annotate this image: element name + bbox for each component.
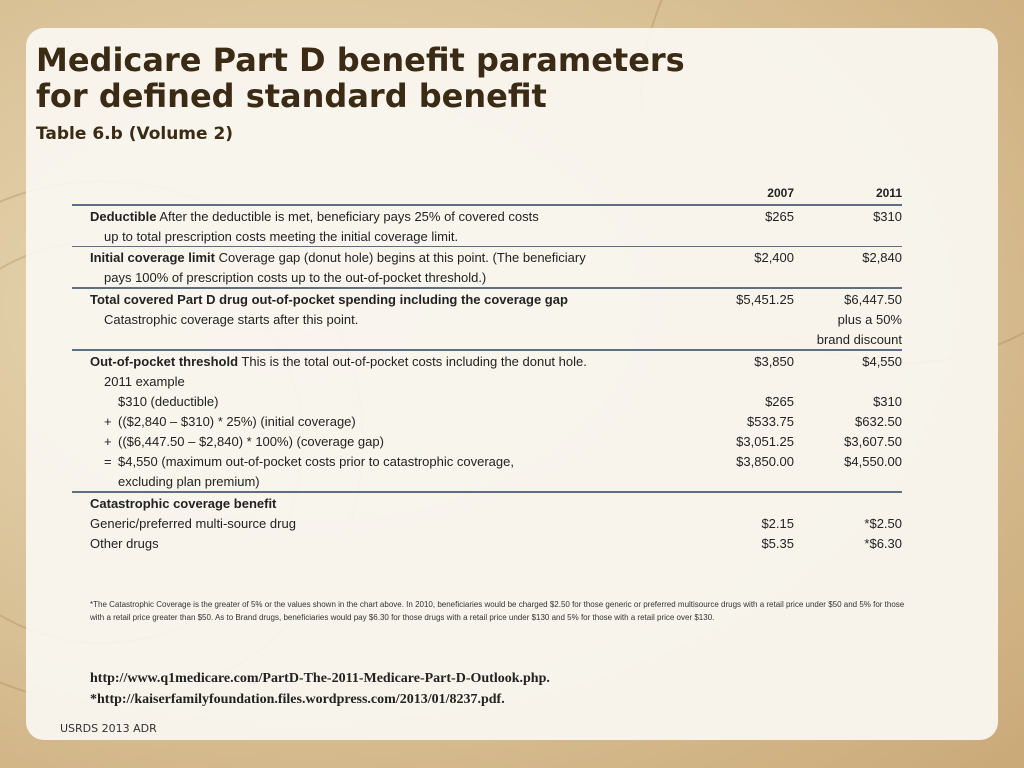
row-label: Initial coverage limit	[90, 250, 215, 265]
table-row-example-coverage-gap	[72, 431, 902, 451]
value-2011: $310	[873, 209, 902, 224]
table-header	[72, 182, 902, 204]
table-row-out-of-pocket-threshold	[72, 351, 902, 371]
value-2011: $3,607.50	[844, 434, 902, 449]
row-text: 2011 example	[104, 374, 185, 389]
table-row-catastrophic-benefit	[72, 493, 902, 513]
slide-title-line1: Medicare Part D benefit parameters	[36, 41, 685, 79]
row-text: Coverage gap (donut hole) begins at this point. (The beneficiary	[215, 250, 586, 265]
row-text: $310 (deductible)	[118, 394, 219, 409]
row-text: Other drugs	[90, 536, 159, 551]
table-row-initial-coverage-limit	[72, 247, 902, 267]
col-header-2011: 2011	[875, 186, 902, 200]
table-row-continuation	[72, 471, 902, 491]
value-2007: $533.75	[747, 414, 794, 429]
table-row-example-deductible	[72, 391, 902, 411]
row-label: Out-of-pocket threshold	[90, 354, 239, 369]
value-2007: $2,400	[754, 250, 794, 265]
value-2007: $2.15	[761, 516, 794, 531]
table-row-deductible	[72, 206, 902, 226]
row-label: Total covered Part D drug out-of-pocket spending including the coverage gap	[90, 292, 568, 307]
slide-title-line2: for defined standard benefit	[36, 77, 547, 115]
row-text: up to total prescription costs meeting the initial coverage limit.	[104, 229, 459, 244]
row-text: Generic/preferred multi-source drug	[90, 516, 296, 531]
value-2007: $265	[765, 209, 794, 224]
value-2011: $4,550	[862, 354, 902, 369]
value-2007: $5,451.25	[736, 292, 794, 307]
value-2007: $3,051.25	[736, 434, 794, 449]
row-text: excluding plan premium)	[118, 474, 260, 489]
table-row-example-initial-coverage	[72, 411, 902, 431]
table-row-generic-drug	[72, 513, 902, 533]
source-link-q1medicare[interactable]: http://www.q1medicare.com/PartD-The-2011-Medicare-Part-D-Outlook.php.	[90, 671, 550, 686]
slide-title	[36, 42, 685, 114]
value-2011: plus a 50%	[837, 312, 902, 327]
value-2007: $3,850.00	[736, 454, 794, 469]
table-row-continuation	[72, 226, 902, 246]
value-2011: *$2.50	[864, 516, 902, 531]
row-operator: +	[104, 414, 112, 429]
table-row-example-total	[72, 451, 902, 471]
table-row-other-drugs	[72, 533, 902, 553]
row-text: This is the total out-of-pocket costs including the donut hole.	[238, 354, 587, 369]
benefit-parameters-table	[72, 182, 902, 553]
sources	[90, 668, 550, 710]
value-2011: $2,840	[862, 250, 902, 265]
value-2011: *$6.30	[864, 536, 902, 551]
value-2007: $5.35	[761, 536, 794, 551]
table-row-catastrophic-start	[72, 309, 902, 329]
value-2011: $6,447.50	[844, 292, 902, 307]
row-label: Catastrophic coverage benefit	[90, 496, 277, 511]
row-text: (($2,840 – $310) * 25%) (initial coverage)	[118, 414, 356, 429]
value-2007: $265	[765, 394, 794, 409]
row-text: Catastrophic coverage starts after this point.	[104, 312, 359, 327]
slide-footer: USRDS 2013 ADR	[60, 722, 157, 735]
table-row-example-heading	[72, 371, 902, 391]
value-2011: brand discount	[816, 332, 902, 347]
row-operator: =	[104, 454, 112, 469]
row-text: $4,550 (maximum out-of-pocket costs prior to catastrophic coverage,	[118, 454, 514, 469]
table-row-total-spending	[72, 289, 902, 309]
row-text: (($6,447.50 – $2,840) * 100%) (coverage gap)	[118, 434, 384, 449]
value-2011: $310	[873, 394, 902, 409]
source-link-kaiser[interactable]: *http://kaiserfamilyfoundation.files.wordpress.com/2013/01/8237.pdf.	[90, 692, 505, 707]
row-text: pays 100% of prescription costs up to the out-of-pocket threshold.)	[104, 270, 487, 285]
row-text: After the deductible is met, beneficiary pays 25% of covered costs	[156, 209, 539, 224]
row-operator: +	[104, 434, 112, 449]
col-header-2007: 2007	[767, 186, 794, 200]
table-footnote: *The Catastrophic Coverage is the greater of 5% or the values shown in the chart above. In 2010, beneficiaries would be charged $2.50 for those generic or preferred multisource drugs with a retail price under $50 and 5% for those with a retail price greater than $50. As to Brand drugs, beneficiaries would pay $6.30 for those drugs with a retail price under $130 and 5% for those with a retail price over $130.	[90, 600, 905, 622]
value-2011: $632.50	[855, 414, 902, 429]
row-label: Deductible	[90, 209, 157, 224]
table-row-continuation	[72, 267, 902, 287]
slide-subtitle: Table 6.b (Volume 2)	[36, 124, 234, 144]
value-2011: $4,550.00	[844, 454, 902, 469]
table-row-continuation	[72, 329, 902, 349]
value-2007: $3,850	[754, 354, 794, 369]
